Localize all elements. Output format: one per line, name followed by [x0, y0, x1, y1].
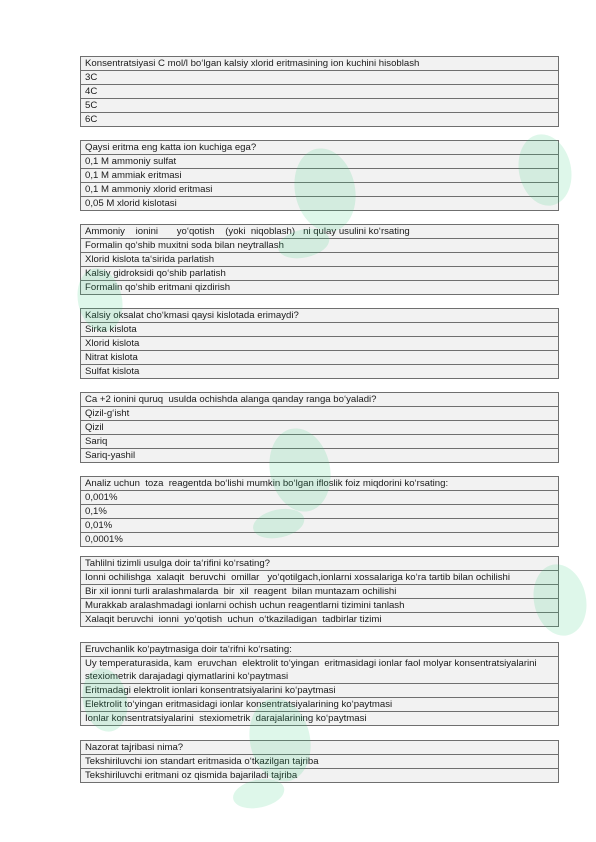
question-text: Konsentratsiyasi C mol/l bo‘lgan kalsiy xlorid eritmasining ion kuchini hisoblash [81, 57, 559, 71]
answer-option: Uy temperaturasida, kam eruvchan elektrolit to‘yingan eritmasidagi ionlar faol molyar konsentratsiyalarini stexiometrik darajadagi qiymatlarini ko‘paytmasi [81, 657, 559, 684]
answer-option: Nitrat kislota [81, 351, 559, 365]
answer-option: Xlorid kislota [81, 337, 559, 351]
answer-option: Formalin qo‘shib eritmani qizdirish [81, 281, 559, 295]
answer-option: Xlorid kislota ta‘sirida parlatish [81, 253, 559, 267]
answer-option: Elektrolit to‘yingan eritmasidagi ionlar konsentratsiyalarining ko‘paytmasi [81, 698, 559, 712]
question-block [80, 140, 559, 211]
question-text: Analiz uchun toza reagentda bo‘lishi mumkin bo‘lgan ifloslik foiz miqdorini ko‘rsating: [81, 477, 559, 491]
question-block [80, 740, 559, 783]
answer-option: 4C [81, 85, 559, 99]
answer-option: Sariq [81, 435, 559, 449]
question-block [80, 224, 559, 295]
answer-option: 0,0001% [81, 533, 559, 547]
answer-option: Tekshiriluvchi ion standart eritmasida o‘tkazilgan tajriba [81, 755, 559, 769]
question-text: Eruvchanlik ko‘paytmasiga doir ta‘rifni ko‘rsating: [81, 643, 559, 657]
question-block [80, 642, 559, 726]
answer-option: Ionlar konsentratsiyalarini stexiometrik darajalarining ko‘paytmasi [81, 712, 559, 726]
answer-option: Xalaqit beruvchi ionni yo‘qotish uchun o‘tkaziladigan tadbirlar tizimi [81, 613, 559, 627]
question-block [80, 556, 559, 627]
answer-option: Formalin qo‘shib muxitni soda bilan neytrallash [81, 239, 559, 253]
answer-option: 0,05 M xlorid kislotasi [81, 197, 559, 211]
question-block [80, 392, 559, 463]
answer-option: 0,001% [81, 491, 559, 505]
answer-option: Qizil-g‘isht [81, 407, 559, 421]
answer-option: 0,1% [81, 505, 559, 519]
answer-option: 5C [81, 99, 559, 113]
question-text: Ca +2 ionini quruq usulda ochishda alanga qanday ranga bo‘yaladi? [81, 393, 559, 407]
answer-option: Tekshiriluvchi eritmani oz qismida bajariladi tajriba [81, 769, 559, 783]
answer-option: 6C [81, 113, 559, 127]
answer-option: Sariq-yashil [81, 449, 559, 463]
question-block [80, 308, 559, 379]
question-block [80, 56, 559, 127]
answer-option: Qizil [81, 421, 559, 435]
answer-option: Bir xil ionni turli aralashmalarda bir xil reagent bilan muntazam ochilishi [81, 585, 559, 599]
answer-option: Murakkab aralashmadagi ionlarni ochish uchun reagentlarni tizimini tanlash [81, 599, 559, 613]
answer-option: Ionni ochilishga xalaqit beruvchi omillar yo‘qotilgach,ionlarni xossalariga ko‘ra tartib bilan ochilishi [81, 571, 559, 585]
question-text: Qaysi eritma eng katta ion kuchiga ega? [81, 141, 559, 155]
question-text: Nazorat tajribasi nima? [81, 741, 559, 755]
answer-option: Eritmadagi elektrolit ionlari konsentratsiyalarini ko‘paytmasi [81, 684, 559, 698]
question-text: Ammoniy ionini yo‘qotish (yoki niqoblash) ni qulay usulini ko‘rsating [81, 225, 559, 239]
answer-option: Kalsiy gidroksidi qo‘shib parlatish [81, 267, 559, 281]
answer-option: 0,01% [81, 519, 559, 533]
answer-option: Sulfat kislota [81, 365, 559, 379]
answer-option: 3C [81, 71, 559, 85]
answer-option: Sirka kislota [81, 323, 559, 337]
question-block [80, 476, 559, 547]
answer-option: 0,1 M ammoniy sulfat [81, 155, 559, 169]
question-text: Kalsiy oksalat cho‘kmasi qaysi kislotada erimaydi? [81, 309, 559, 323]
answer-option: 0,1 M ammiak eritmasi [81, 169, 559, 183]
answer-option: 0,1 M ammoniy xlorid eritmasi [81, 183, 559, 197]
question-text: Tahlilni tizimli usulga doir ta‘rifini ko‘rsating? [81, 557, 559, 571]
